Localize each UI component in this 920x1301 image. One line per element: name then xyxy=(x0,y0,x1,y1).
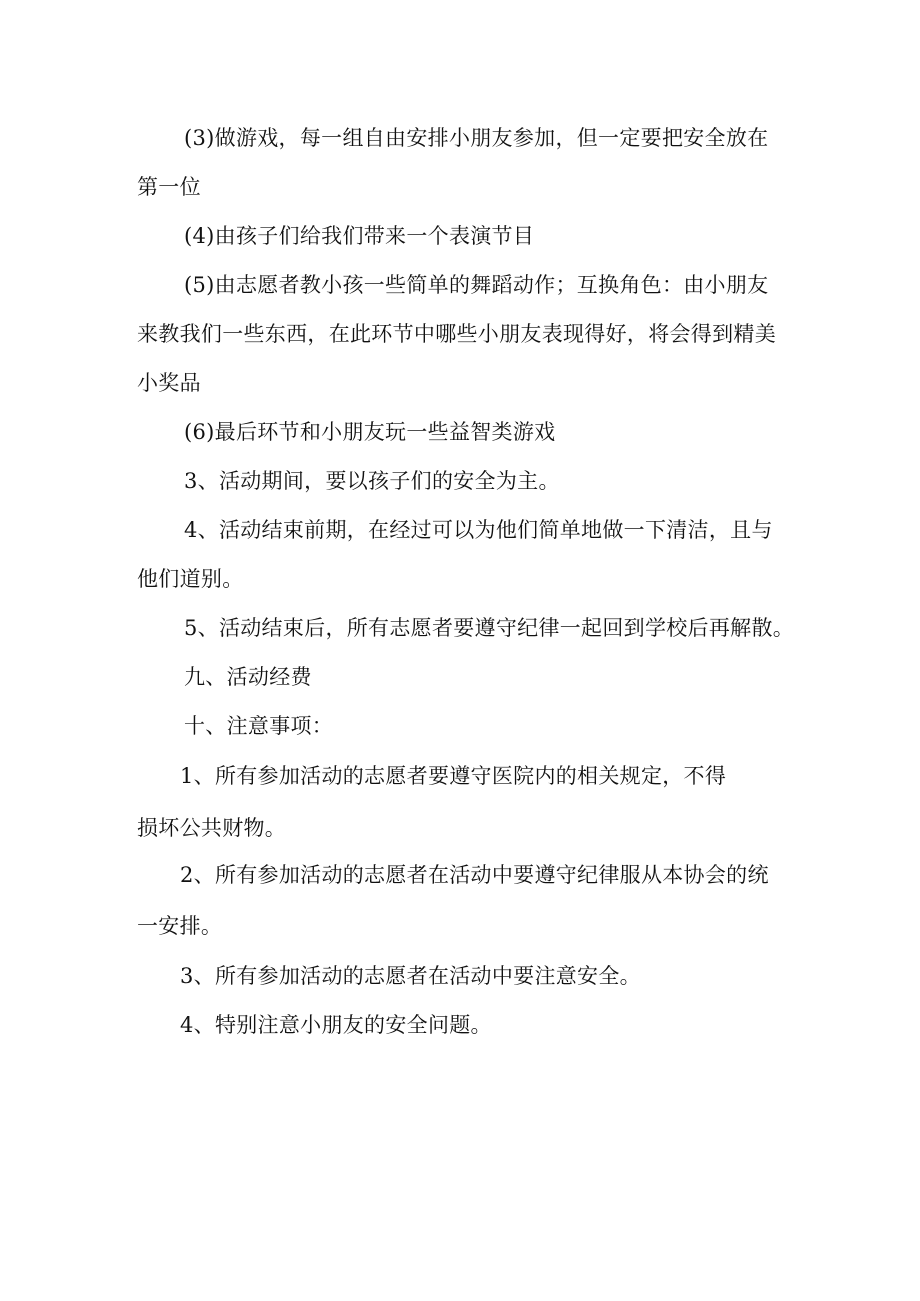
paragraph-line: (3)做游戏，每一组自由安排小朋友参加，但一定要把安全放在 xyxy=(184,126,769,150)
paragraph-line: 小奖品 xyxy=(137,371,201,395)
paragraph-line: 5、活动结束后，所有志愿者要遵守纪律一起回到学校后再解散。 xyxy=(184,616,795,640)
paragraph-line: 2、所有参加活动的志愿者在活动中要遵守纪律服从本协会的统 xyxy=(180,863,769,887)
paragraph-line: 来教我们一些东西，在此环节中哪些小朋友表现得好，将会得到精美 xyxy=(137,322,776,346)
paragraph-line: 损坏公共财物。 xyxy=(137,816,287,840)
section-heading: 九、活动经费 xyxy=(184,665,312,689)
paragraph-line: 3、所有参加活动的志愿者在活动中要注意安全。 xyxy=(180,964,641,988)
paragraph-line: (5)由志愿者教小孩一些简单的舞蹈动作；互换角色：由小朋友 xyxy=(184,273,769,297)
paragraph-line: 第一位 xyxy=(137,175,201,199)
paragraph-line: 1、所有参加活动的志愿者要遵守医院内的相关规定，不得 xyxy=(180,764,727,788)
paragraph-line: (6)最后环节和小朋友玩一些益智类游戏 xyxy=(184,420,556,444)
paragraph-line: 3、活动期间，要以孩子们的安全为主。 xyxy=(184,469,560,493)
paragraph-line: 4、活动结束前期，在经过可以为他们简单地做一下清洁，且与 xyxy=(184,518,773,542)
paragraph-line: (4)由孩子们给我们带来一个表演节目 xyxy=(184,224,535,248)
section-heading: 十、注意事项： xyxy=(184,714,334,738)
paragraph-line: 4、特别注意小朋友的安全问题。 xyxy=(180,1013,492,1037)
paragraph-line: 他们道别。 xyxy=(137,567,244,591)
paragraph-line: 一安排。 xyxy=(137,914,223,938)
